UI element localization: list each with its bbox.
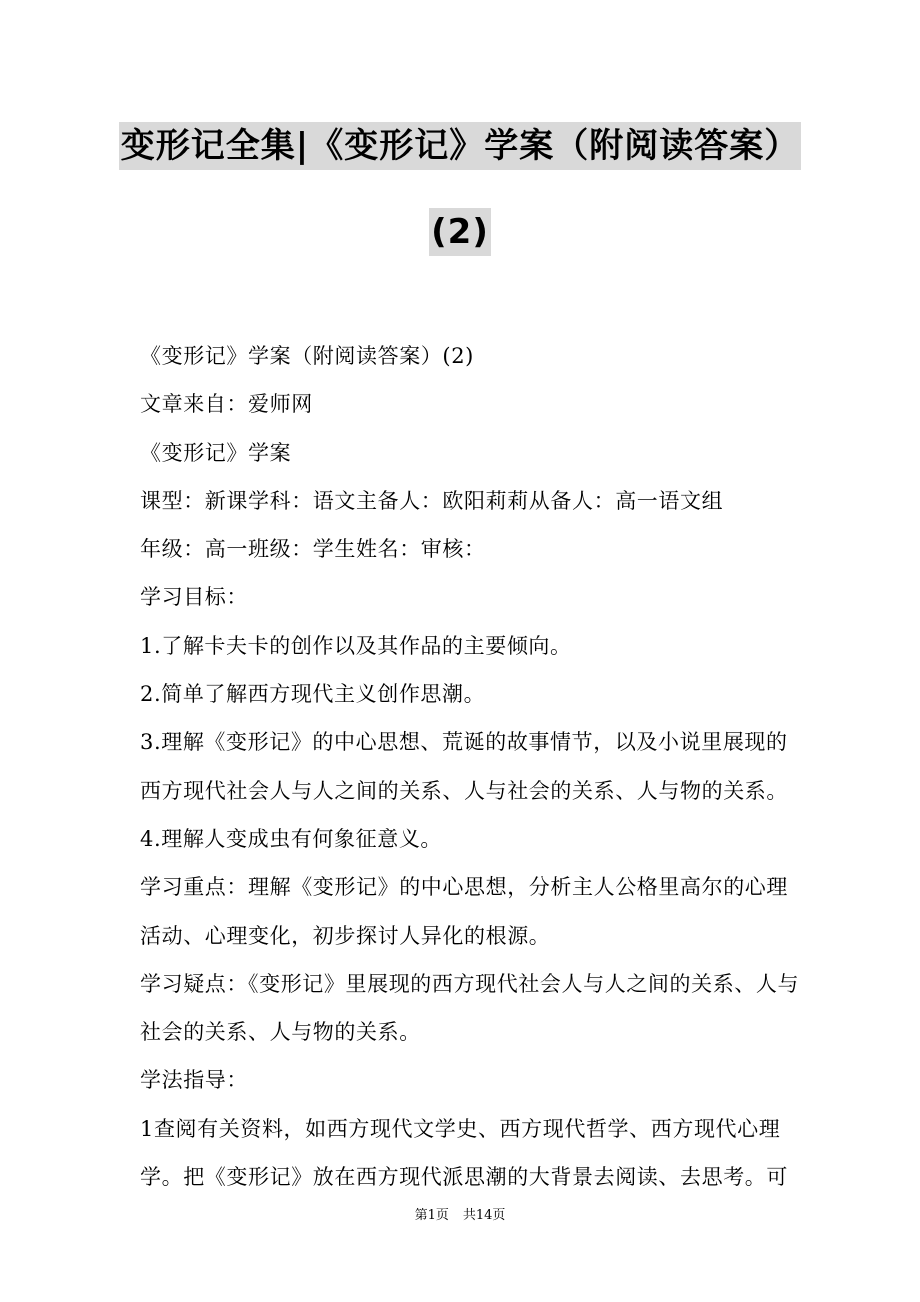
paragraph: 学习重点：理解《变形记》的中心思想，分析主人公格里高尔的心理活动、心理变化，初步探讨人异化的根源。: [140, 875, 788, 948]
page-number: 第1页: [414, 1208, 449, 1223]
title-line-1: 变形记全集|《变形记》学案（附阅读答案）: [119, 122, 801, 170]
paragraph: 课型：新课学科：语文主备人：欧阳莉莉从备人：高一语文组: [140, 488, 724, 513]
paragraph: 1查阅有关资料，如西方现代文学史、西方现代哲学、西方现代心理学。把《变形记》放在西方现代派思潮的大背景去阅读、去思考。可: [140, 1116, 788, 1190]
paragraph: 学习疑点：《变形记》里展现的西方现代社会人与人之间的关系、人与社会的关系、人与物的关系。: [140, 971, 800, 1045]
paragraph: 《变形记》学案: [140, 440, 292, 465]
paragraph: 2.简单了解西方现代主义创作思潮。: [140, 682, 486, 707]
document-body: [140, 332, 800, 1201]
paragraph: 3.理解《变形记》的中心思想、荒诞的故事情节，以及小说里展现的西方现代社会人与人之间的关系、人与社会的关系、人与物的关系。: [140, 730, 788, 803]
paragraph: 1.了解卡夫卡的创作以及其作品的主要倾向。: [140, 633, 572, 658]
paragraph: 学法指导：: [140, 1068, 248, 1093]
title-line-2: (2): [429, 208, 491, 256]
page-footer: [0, 1206, 920, 1226]
paragraph: 4.理解人变成虫有何象征意义。: [140, 826, 443, 851]
page-total: 共14页: [462, 1208, 506, 1223]
document-title: [0, 122, 920, 256]
paragraph: 年级：高一班级：学生姓名：审核：: [140, 537, 486, 562]
paragraph: 学习目标：: [140, 585, 248, 610]
paragraph: 文章来自：爱师网: [140, 392, 313, 417]
paragraph: 《变形记》学案（附阅读答案）(2): [140, 344, 474, 368]
